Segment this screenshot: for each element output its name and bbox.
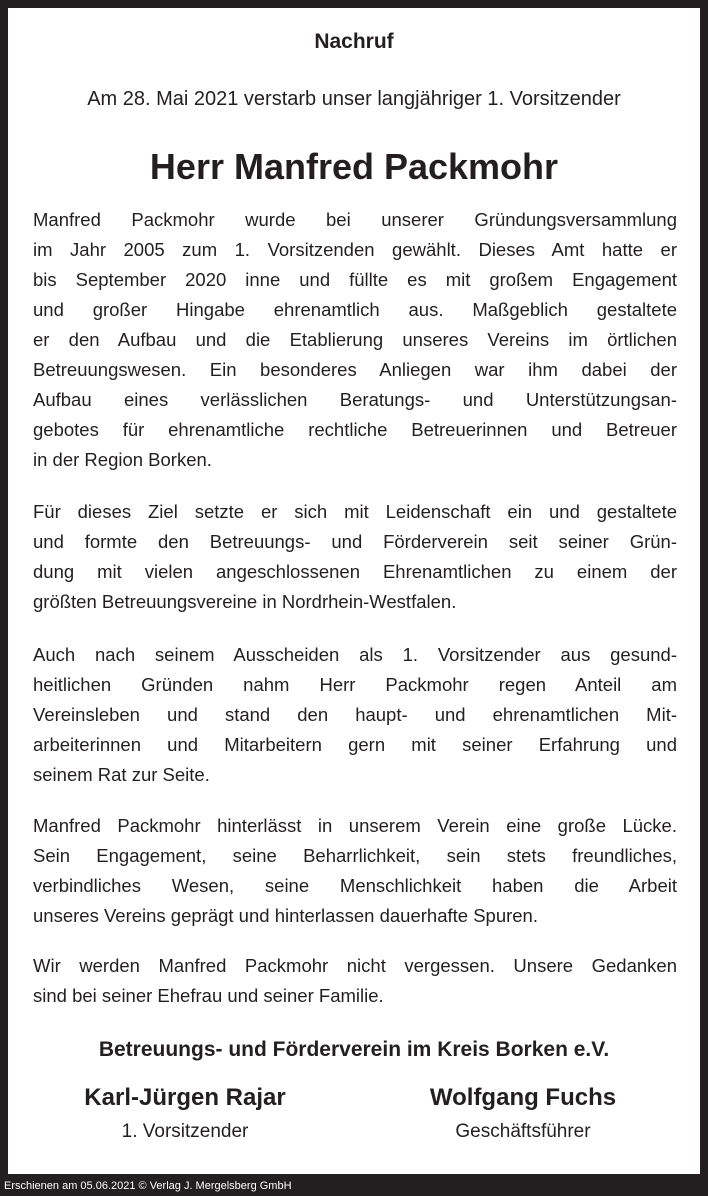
paragraph-line: Auch nach seinem Ausscheiden als 1. Vorsitzender aus gesund-	[33, 644, 677, 665]
paragraph-line: er den Aufbau und die Etablierung unseres Vereins im örtlichen	[33, 329, 677, 350]
paragraph-line: sind bei seiner Ehefrau und seiner Familie.	[33, 985, 384, 1006]
paragraph-line: arbeiterinnen und Mitarbeitern gern mit seiner Erfahrung und	[33, 734, 677, 755]
paragraph-line: und formte den Betreuungs- und Förderverein seit seiner Grün-	[33, 531, 677, 552]
body-paragraph	[33, 497, 677, 617]
paragraph-line: heitlichen Gründen nahm Herr Packmohr regen Anteil am	[33, 674, 677, 695]
deceased-name: Herr Manfred Packmohr	[149, 146, 559, 187]
paragraph-line: Wir werden Manfred Packmohr nicht vergessen. Unsere Gedanken	[33, 955, 677, 976]
paragraph-line: in der Region Borken.	[33, 449, 212, 470]
paragraph-line: dung mit vielen angeschlossenen Ehrenamtlichen zu einem der	[33, 561, 677, 582]
signatory-name: Karl-Jürgen Rajar	[84, 1084, 286, 1111]
heading: Nachruf	[314, 30, 394, 53]
paragraph-line: Manfred Packmohr wurde bei unserer Gründungsversammlung	[33, 209, 677, 230]
body-paragraph	[33, 811, 677, 931]
signatory-name: Wolfgang Fuchs	[429, 1084, 617, 1111]
organization-name: Betreuungs- und Förderverein im Kreis Borken e.V.	[98, 1038, 610, 1061]
paragraph-line: im Jahr 2005 zum 1. Vorsitzenden gewählt. Dieses Amt hatte er	[33, 239, 677, 260]
paragraph-line: Sein Engagement, seine Beharrlichkeit, sein stets freundliches,	[33, 845, 677, 866]
paragraph-line: Betreuungswesen. Ein besonderes Anliegen war ihm dabei der	[33, 359, 677, 380]
paragraph-line: Manfred Packmohr hinterlässt in unserem Verein eine große Lücke.	[33, 815, 677, 836]
paragraph-line: größten Betreuungsvereine in Nordrhein-Westfalen.	[33, 591, 457, 612]
paragraph-line: Für dieses Ziel setzte er sich mit Leidenschaft ein und gestaltete	[33, 501, 677, 522]
obituary-card	[8, 8, 700, 1174]
publication-footer: Erschienen am 05.06.2021 © Verlag J. Mergelsberg GmbH	[4, 1180, 292, 1192]
paragraph-line: und großer Hingabe ehrenamtlich aus. Maßgeblich gestaltete	[33, 299, 677, 320]
paragraph-line: verbindliches Wesen, seine Menschlichkeit haben die Arbeit	[33, 875, 677, 896]
body-paragraph	[33, 951, 677, 1011]
signatory-2	[353, 1080, 693, 1148]
signatory-role: Geschäftsführer	[455, 1121, 591, 1142]
paragraph-line: bis September 2020 inne und füllte es mit großem Engagement	[33, 269, 677, 290]
signatory-role: 1. Vorsitzender	[121, 1121, 249, 1142]
intro-text: Am 28. Mai 2021 verstarb unser langjähriger 1. Vorsitzender	[87, 88, 621, 110]
signatory-1	[15, 1080, 355, 1148]
paragraph-line: gebotes für ehrenamtliche rechtliche Betreuerinnen und Betreuer	[33, 419, 677, 440]
paragraph-line: seinem Rat zur Seite.	[33, 764, 210, 785]
paragraph-line: Aufbau eines verlässlichen Beratungs- und Unterstützungsan-	[33, 389, 677, 410]
body-paragraph	[33, 640, 677, 790]
paragraph-line: Vereinsleben und stand den haupt- und ehrenamtlichen Mit-	[33, 704, 677, 725]
paragraph-line: unseres Vereins geprägt und hinterlassen dauerhafte Spuren.	[33, 905, 538, 926]
body-paragraph	[33, 205, 677, 475]
